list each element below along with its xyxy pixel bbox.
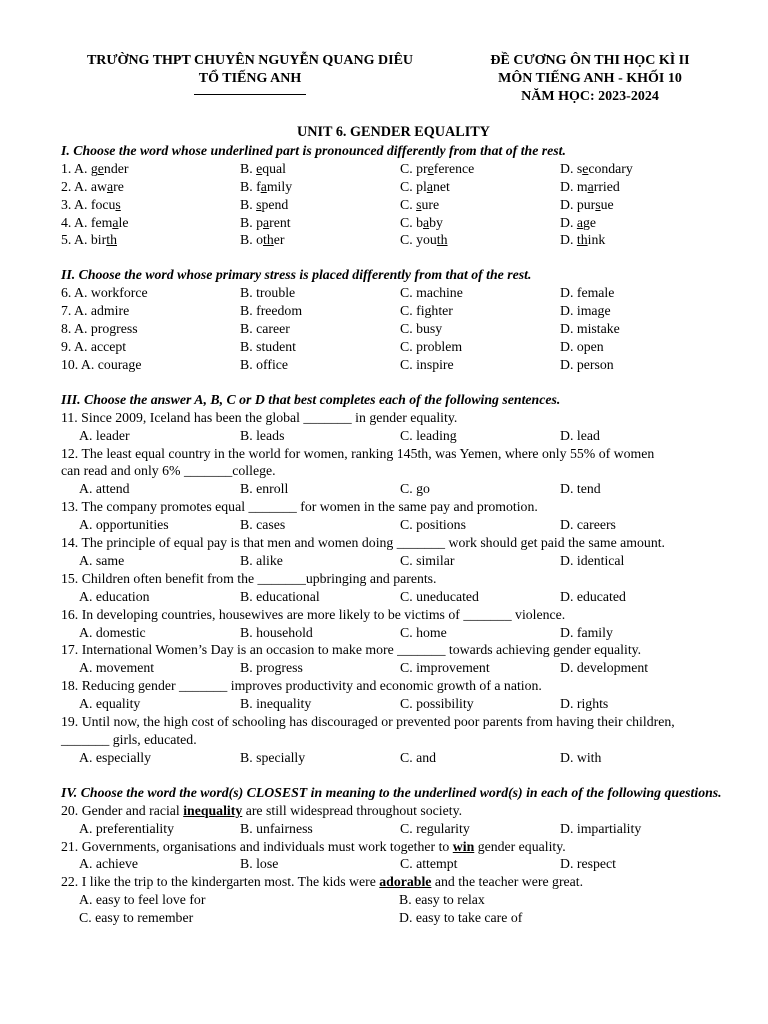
options-row xyxy=(61,302,726,320)
option: B. office xyxy=(240,356,289,372)
underlined-part: a xyxy=(576,214,583,230)
exam-subject: MÔN TIẾNG ANH - KHỐI 10 xyxy=(498,71,682,86)
option: A. easy to feel love for xyxy=(79,892,206,908)
option: B. family xyxy=(240,178,293,194)
option: C. improvement xyxy=(400,660,490,676)
option: B. leads xyxy=(240,427,285,443)
section-3-questions xyxy=(61,409,726,767)
option: A. equality xyxy=(79,696,141,712)
option: B. other xyxy=(240,232,285,248)
option: C. possibility xyxy=(400,696,474,712)
exam-content xyxy=(61,124,726,927)
option: D. with xyxy=(560,749,602,765)
option: D. lead xyxy=(560,427,600,443)
option: B. spend xyxy=(240,196,289,212)
option: D. easy to take care of xyxy=(399,910,523,926)
underlined-part: e xyxy=(582,160,589,176)
option: C. go xyxy=(400,481,430,497)
question-text: 19. Until now, the high cost of schooling has discouraged or prevented poor parents from having their children, xyxy=(61,714,675,730)
option: 5. A. birth xyxy=(61,232,117,248)
underlined-part: s xyxy=(115,196,121,212)
option: 2. A. aware xyxy=(61,178,124,194)
question-text: 17. International Women’s Day is an occasion to make more _______ towards achieving gender equality. xyxy=(61,642,642,658)
option: C. easy to remember xyxy=(79,910,194,926)
option: C. and xyxy=(400,749,437,765)
section-2-questions xyxy=(61,284,726,374)
question-text: 13. The company promotes equal _______ for women in the same pay and promotion. xyxy=(61,499,538,515)
school-name: TRƯỜNG THPT CHUYÊN NGUYỄN QUANG DIÊU xyxy=(86,53,414,68)
option: C. machine xyxy=(400,285,463,301)
underlined-part: s xyxy=(416,196,422,212)
keyword: adorable xyxy=(379,874,432,890)
underlined-part: e xyxy=(97,160,104,176)
options-row xyxy=(61,338,726,356)
underlined-part: a xyxy=(426,178,433,194)
option: B. career xyxy=(240,321,290,337)
option: C. problem xyxy=(400,338,463,354)
question-row xyxy=(61,178,726,196)
header-rule xyxy=(194,94,306,95)
option: D. careers xyxy=(560,517,616,533)
options-row xyxy=(61,695,726,713)
option: C. inspire xyxy=(400,356,454,372)
exam-info xyxy=(455,52,725,106)
option: D. age xyxy=(560,214,597,230)
options-row xyxy=(61,427,726,445)
underlined-part: th xyxy=(436,232,448,248)
underlined-part: s xyxy=(256,196,262,212)
option: D. image xyxy=(560,303,611,319)
option: 3. A. focus xyxy=(61,196,121,212)
underlined-part: a xyxy=(423,214,430,230)
option: 9. A. accept xyxy=(61,338,127,354)
exam-title: ĐỀ CƯƠNG ÔN THI HỌC KÌ II xyxy=(490,53,690,68)
option: D. family xyxy=(560,624,613,640)
option: D. impartiality xyxy=(560,820,642,836)
option: A. same xyxy=(79,552,125,568)
section-3-heading: III. Choose the answer A, B, C or D that best completes each of the following sentences. xyxy=(61,391,561,407)
option: B. cases xyxy=(240,517,286,533)
underlined-part: a xyxy=(263,214,270,230)
option: C. similar xyxy=(400,552,455,568)
option: A. preferentiality xyxy=(79,820,175,836)
spacer xyxy=(61,767,726,784)
question-text: 14. The principle of equal pay is that men and women doing _______ work should get paid the same amount. xyxy=(61,535,666,551)
option: D. pursue xyxy=(560,196,614,212)
option: A. education xyxy=(79,588,150,604)
section-2-heading: II. Choose the word whose primary stress is placed differently from that of the rest. xyxy=(61,267,532,283)
option: B. student xyxy=(240,338,296,354)
option: D. development xyxy=(560,660,649,676)
option: B. easy to relax xyxy=(399,892,485,908)
school-year: NĂM HỌC: 2023-2024 xyxy=(521,89,659,104)
section-4-questions xyxy=(61,802,726,927)
option: C. busy xyxy=(400,321,443,337)
option: B. specially xyxy=(240,749,306,765)
option: C. preference xyxy=(400,160,475,176)
option: C. fighter xyxy=(400,303,453,319)
option: D. open xyxy=(560,338,604,354)
underlined-part: th xyxy=(263,232,274,248)
option: D. married xyxy=(560,178,620,194)
option: B. enroll xyxy=(240,481,289,497)
option: A. movement xyxy=(79,660,155,676)
question-text: 11. Since 2009, Iceland has been the global _______ in gender equality. xyxy=(61,409,458,425)
section-1-heading: I. Choose the word whose underlined part is pronounced differently from that of the rest. xyxy=(61,142,566,158)
underlined-part: e xyxy=(427,160,434,176)
question-row xyxy=(61,214,726,232)
question-row xyxy=(61,160,726,178)
school-info xyxy=(60,52,440,95)
option: B. unfairness xyxy=(240,820,313,836)
options-row xyxy=(61,749,726,767)
option: C. home xyxy=(400,624,447,640)
underlined-part: th xyxy=(576,232,588,248)
question-text: 18. Reducing gender _______ improves productivity and economic growth of a nation. xyxy=(61,678,542,694)
options-row xyxy=(61,909,726,927)
question-text: can read and only 6% _______college. xyxy=(61,463,276,479)
spacer xyxy=(61,374,726,391)
option: 7. A. admire xyxy=(61,303,130,319)
option: 4. A. female xyxy=(61,214,129,230)
option: C. youth xyxy=(400,232,448,248)
underlined-part: s xyxy=(595,196,601,212)
spacer xyxy=(61,249,726,266)
question-row xyxy=(61,196,726,214)
question-text: 22. I like the trip to the kindergarten most. The kids were adorable and the teacher were great. xyxy=(61,874,584,890)
options-row xyxy=(61,356,726,374)
underlined-part: a xyxy=(112,214,119,230)
option: C. attempt xyxy=(400,856,458,872)
option: B. progress xyxy=(240,660,303,676)
keyword: inequality xyxy=(183,802,243,818)
options-row xyxy=(61,516,726,534)
option: B. equal xyxy=(240,160,286,176)
option: C. leading xyxy=(400,427,457,443)
underlined-part: th xyxy=(106,232,117,248)
option: B. freedom xyxy=(240,303,303,319)
option: 1. A. gender xyxy=(61,160,129,176)
option: D. tend xyxy=(560,481,601,497)
options-row xyxy=(61,820,726,838)
question-text: 21. Governments, organisations and individuals must work together to win gender equality. xyxy=(61,838,566,854)
option: 6. A. workforce xyxy=(61,285,148,301)
underlined-part: a xyxy=(260,178,267,194)
option: D. educated xyxy=(560,588,626,604)
option: C. planet xyxy=(400,178,450,194)
option: C. uneducated xyxy=(400,588,479,604)
question-text: 12. The least equal country in the world for women, ranking 145th, was Yemen, where only 55% of women xyxy=(61,445,655,461)
options-row xyxy=(61,480,726,498)
options-row xyxy=(61,855,726,873)
keyword: win xyxy=(452,838,475,854)
option: 8. A. progress xyxy=(61,321,138,337)
option: D. identical xyxy=(560,552,625,568)
option: C. regularity xyxy=(400,820,470,836)
option: B. inequality xyxy=(240,696,312,712)
option: A. domestic xyxy=(79,624,146,640)
option: B. educational xyxy=(240,588,320,604)
underlined-part: a xyxy=(587,178,594,194)
options-row xyxy=(61,284,726,302)
option: A. opportunities xyxy=(79,517,169,533)
option: C. positions xyxy=(400,517,466,533)
option: A. achieve xyxy=(79,856,138,872)
question-row xyxy=(61,231,726,249)
unit-title: UNIT 6. GENDER EQUALITY xyxy=(297,124,490,140)
option: B. lose xyxy=(240,856,279,872)
options-row xyxy=(61,588,726,606)
option: A. leader xyxy=(79,427,130,443)
options-row xyxy=(61,552,726,570)
option: B. parent xyxy=(240,214,291,230)
question-text: 16. In developing countries, housewives are more likely to be victims of _______ violence. xyxy=(61,606,566,622)
option: D. think xyxy=(560,232,606,248)
question-text: 20. Gender and racial inequality are still widespread throughout society. xyxy=(61,802,463,818)
department-name: TỔ TIẾNG ANH xyxy=(198,71,302,86)
question-text: 15. Children often benefit from the _______upbringing and parents. xyxy=(61,570,437,586)
options-row xyxy=(61,624,726,642)
option: D. secondary xyxy=(560,160,633,176)
options-row xyxy=(61,659,726,677)
option: A. especially xyxy=(79,749,152,765)
option: D. person xyxy=(560,356,614,372)
option: D. respect xyxy=(560,856,616,872)
section-1-questions xyxy=(61,160,726,250)
option: D. female xyxy=(560,285,615,301)
option: A. attend xyxy=(79,481,130,497)
underlined-part: e xyxy=(256,160,263,176)
option: D. mistake xyxy=(560,321,620,337)
options-row xyxy=(61,320,726,338)
option: D. rights xyxy=(560,696,609,712)
option: C. baby xyxy=(400,214,443,230)
options-row xyxy=(61,891,726,909)
option: B. alike xyxy=(240,552,283,568)
option: C. sure xyxy=(400,196,440,212)
underlined-part: a xyxy=(107,178,114,194)
section-4-heading: IV. Choose the word the word(s) CLOSEST in meaning to the underlined word(s) in each of the following questions. xyxy=(61,784,722,800)
option: 10. A. courage xyxy=(61,356,142,372)
option: B. household xyxy=(240,624,313,640)
option: B. trouble xyxy=(240,285,296,301)
question-text: _______ girls, educated. xyxy=(61,732,197,747)
